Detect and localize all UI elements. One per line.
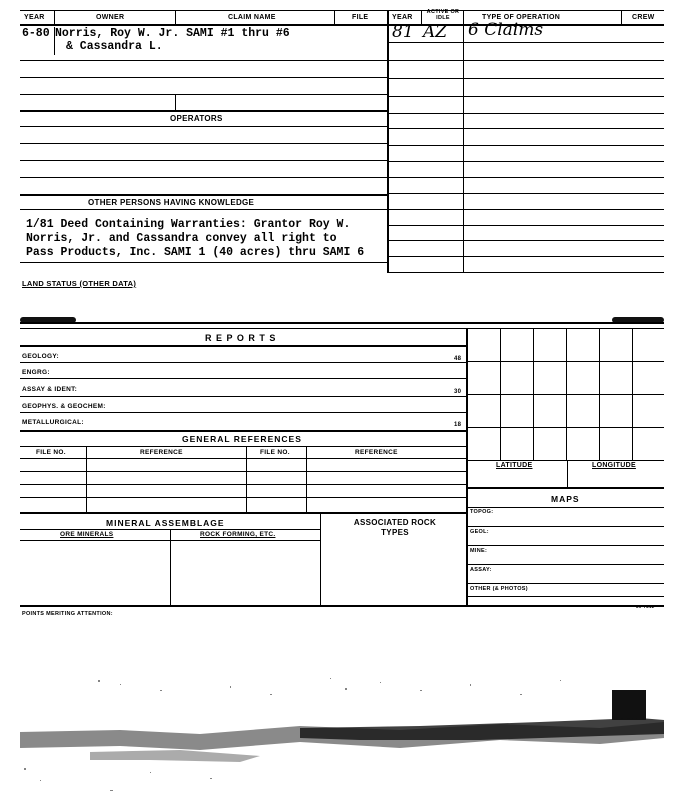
report-metallurgical: METALLURGICAL: xyxy=(22,419,84,426)
rule xyxy=(175,94,176,110)
rule xyxy=(466,487,664,489)
rule xyxy=(621,10,622,24)
rule xyxy=(54,27,55,55)
latitude-label: LATITUDE xyxy=(496,462,533,469)
rule xyxy=(20,605,664,607)
activity-year: 81 xyxy=(392,22,414,42)
col-active-idle: ACTIVE OR IDLE xyxy=(426,9,460,21)
owner-line-1: Norris, Roy W. Jr. SAMI #1 thru #6 xyxy=(55,27,290,40)
maps-topog: TOPOG: xyxy=(470,509,494,515)
rule xyxy=(20,512,466,514)
rule xyxy=(20,328,664,329)
rule xyxy=(170,529,171,605)
maps-assay: ASSAY: xyxy=(470,567,492,573)
rule xyxy=(466,394,664,395)
rule xyxy=(20,209,387,210)
col-type-of-operation: TYPE OF OPERATION xyxy=(482,14,561,21)
rule xyxy=(387,10,389,272)
rule xyxy=(387,78,664,79)
rule xyxy=(20,362,466,363)
rule xyxy=(387,113,664,114)
activity-status: AZ xyxy=(423,22,448,42)
rule xyxy=(20,262,387,263)
operators-heading: OPERATORS xyxy=(170,114,223,123)
scan-noise-strip xyxy=(0,660,678,802)
col-owner: OWNER xyxy=(96,14,125,21)
report-engrg: ENGRG: xyxy=(22,369,50,376)
owner-year: 6-80 xyxy=(22,27,50,40)
rule xyxy=(20,126,387,127)
rule xyxy=(466,361,664,362)
col-year-2: YEAR xyxy=(392,14,413,21)
rule xyxy=(175,10,176,24)
rule xyxy=(421,10,422,24)
deed-note-line-2: Norris, Jr. and Cassandra convey all right to xyxy=(26,232,337,245)
rule xyxy=(320,512,321,605)
rule xyxy=(20,396,466,397)
rule xyxy=(387,256,664,257)
other-persons-heading: OTHER PERSONS HAVING KNOWLEDGE xyxy=(88,198,255,207)
reference-header-2: REFERENCE xyxy=(355,449,398,456)
deed-note-line-1: 1/81 Deed Containing Warranties: Grantor Roy W. xyxy=(26,218,351,231)
mineral-assemblage-heading: MINERAL ASSEMBLAGE xyxy=(106,518,225,528)
rule xyxy=(387,272,664,273)
rule xyxy=(246,446,247,512)
rule xyxy=(466,583,664,584)
associated-rock-types-header: ASSOCIATED ROCK TYPES xyxy=(353,518,437,537)
report-geology-num: 48 xyxy=(454,356,462,362)
rule xyxy=(387,128,664,129)
maps-mine: MINE: xyxy=(470,548,488,554)
rule xyxy=(387,42,664,43)
report-assay-num: 30 xyxy=(454,389,462,395)
rule xyxy=(466,564,664,565)
rule xyxy=(463,10,464,24)
rule xyxy=(463,24,464,272)
rule xyxy=(387,161,664,162)
rule xyxy=(387,145,664,146)
rule xyxy=(20,110,387,112)
activity-operation: 6 Claims xyxy=(468,20,544,40)
rock-forming-header: ROCK FORMING, ETC. xyxy=(200,531,276,538)
rule xyxy=(20,10,664,11)
col-crew: CREW xyxy=(632,14,655,21)
rule xyxy=(466,526,664,527)
file-no-header-2: FILE NO. xyxy=(260,449,290,456)
rule xyxy=(20,77,387,78)
report-geology: GEOLOGY: xyxy=(22,353,59,360)
deed-note-line-3: Pass Products, Inc. SAMI 1 (40 acres) thru SAMI 6 xyxy=(26,246,365,259)
rule xyxy=(20,194,387,196)
longitude-label: LONGITUDE xyxy=(592,462,636,469)
file-no-header: FILE NO. xyxy=(36,449,66,456)
owner-line-2: & Cassandra L. xyxy=(66,40,163,53)
report-geophys: GEOPHYS. & GEOCHEM: xyxy=(22,403,106,410)
rule xyxy=(567,460,568,487)
rule xyxy=(20,143,387,144)
rule xyxy=(20,412,466,413)
rule xyxy=(466,596,664,597)
rule xyxy=(20,24,664,26)
rule xyxy=(466,507,664,508)
rule xyxy=(20,160,387,161)
rule xyxy=(20,430,466,432)
rule xyxy=(20,378,466,379)
rule xyxy=(466,427,664,428)
rule xyxy=(54,10,55,24)
rule xyxy=(334,10,335,24)
maps-other: OTHER (& PHOTOS) xyxy=(470,586,528,592)
reports-heading: R E P O R T S xyxy=(205,333,277,343)
maps-heading: MAPS xyxy=(551,494,580,504)
rule xyxy=(387,240,664,241)
rule xyxy=(466,460,664,461)
col-file: FILE xyxy=(352,14,369,21)
rule xyxy=(20,322,664,324)
rule xyxy=(387,177,664,178)
form-number: 89-7212 xyxy=(636,604,655,609)
rule xyxy=(387,193,664,194)
rule xyxy=(466,545,664,546)
rule xyxy=(20,177,387,178)
report-metallurgical-num: 18 xyxy=(454,422,462,428)
points-meriting-attention: POINTS MERITING ATTENTION: xyxy=(22,611,113,617)
report-assay: ASSAY & IDENT: xyxy=(22,386,78,393)
col-year: YEAR xyxy=(24,14,45,21)
rule xyxy=(387,60,664,61)
general-references-heading: GENERAL REFERENCES xyxy=(182,434,302,444)
col-claim-name: CLAIM NAME xyxy=(228,14,276,21)
rule xyxy=(20,60,387,61)
rule xyxy=(306,446,307,512)
rule xyxy=(387,225,664,226)
rule xyxy=(20,94,387,95)
maps-geol: GEOL: xyxy=(470,529,489,535)
ore-minerals-header: ORE MINERALS xyxy=(60,531,114,538)
rule xyxy=(387,209,664,210)
rule xyxy=(86,446,87,512)
rule xyxy=(387,96,664,97)
land-status-heading: LAND STATUS (OTHER DATA) xyxy=(22,279,137,288)
rule xyxy=(20,345,466,347)
reference-header: REFERENCE xyxy=(140,449,183,456)
